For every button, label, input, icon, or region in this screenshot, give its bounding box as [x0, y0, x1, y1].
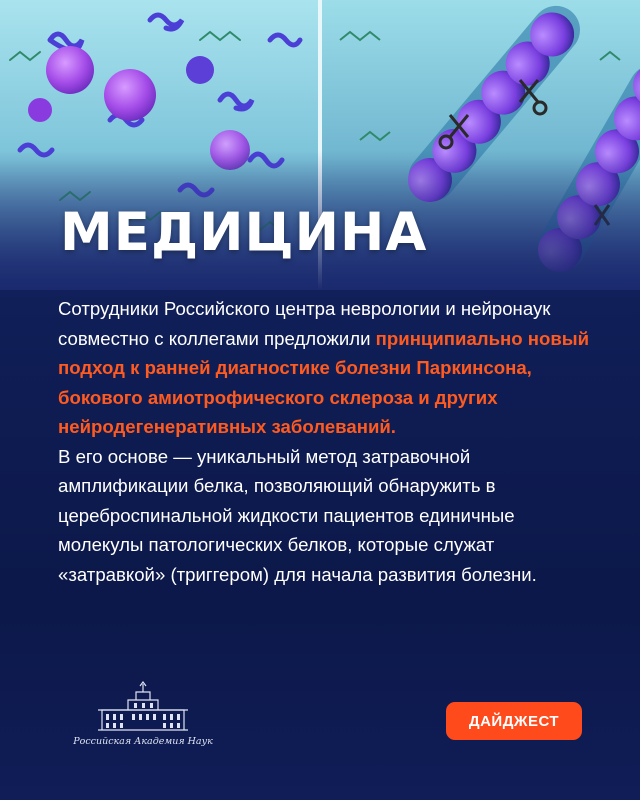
academy-logo — [58, 680, 228, 756]
article-rest: В его основе — уникальный метод затравочной амплификации белка, позволяющий обнаружить в цереброспинальной жидкости пациентов единичные молекулы патологических белков, которые служат «затравкой» (триггером) для начала развития болезни. — [58, 445, 537, 585]
article-text — [58, 294, 598, 589]
article-intro: Сотрудники Российского центра неврологии и нейронаук совместно с коллегами предложили — [58, 298, 551, 349]
article-highlight: принципиально новый подход к ранней диагностике болезни Паркинсона, бокового амиотрофического склероза и других нейродегенеративных заболеваний. — [58, 327, 590, 437]
digest-badge: ДАЙДЖЕСТ — [446, 702, 582, 740]
academy-logo-text: Российская Академия Наук — [73, 736, 213, 747]
section-title: МЕДИЦИНА — [60, 202, 428, 263]
academy-building-logo — [58, 680, 228, 736]
